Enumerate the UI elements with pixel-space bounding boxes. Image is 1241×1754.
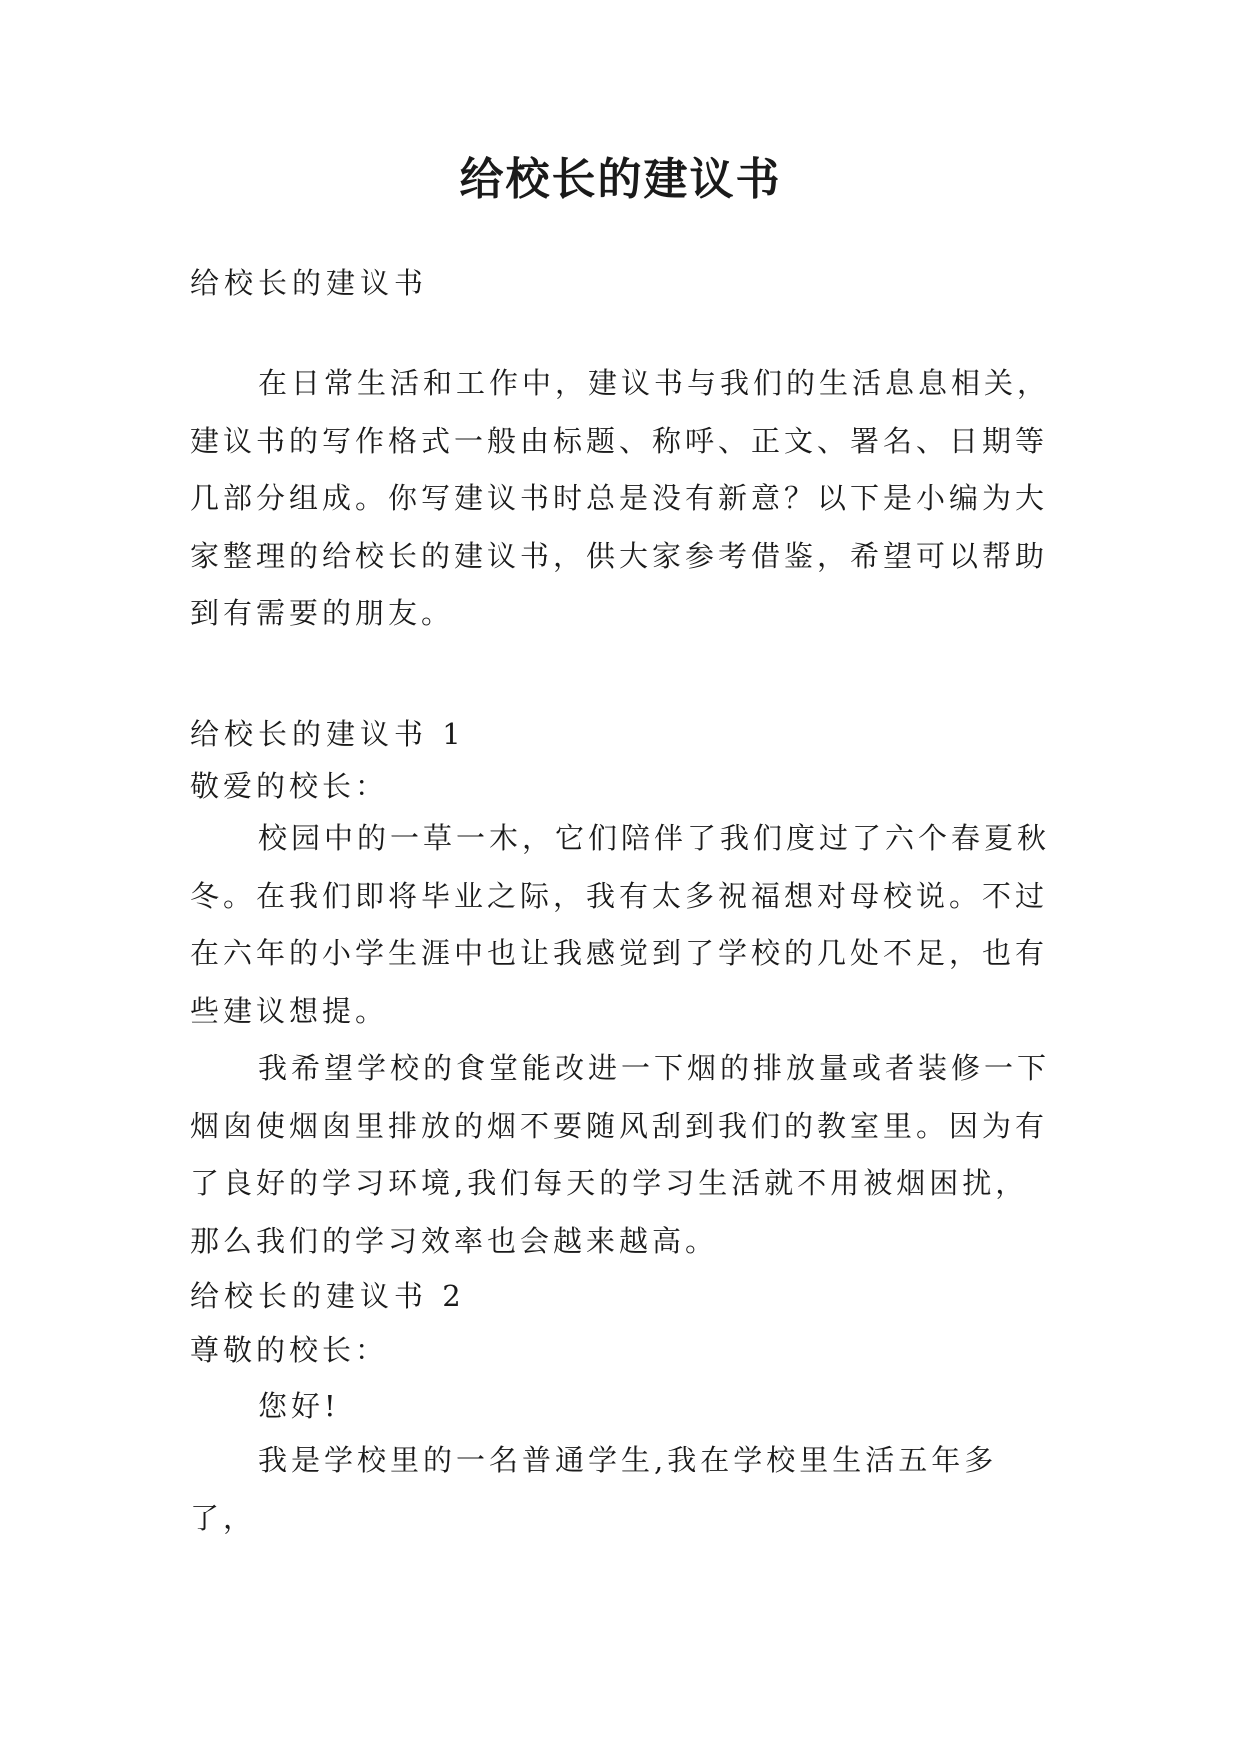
section1-paragraph-1: 校园中的一草一木，它们陪伴了我们度过了六个春夏秋冬。在我们即将毕业之际，我有太多祝福想对母校说。不过在六年的小学生涯中也让我感觉到了学校的几处不足，也有些建议想提。 <box>190 821 1051 1028</box>
section1-paragraph-2: 我希望学校的食堂能改进一下烟的排放量或者装修一下烟囱使烟囱里排放的烟不要随风刮到我们的教室里。因为有了良好的学习环境,我们每天的学习生活就不用被烟困扰，那么我们的学习效率也会越来越高。 <box>190 1051 1051 1258</box>
section2-greeting: 您好! <box>258 1389 340 1423</box>
section2-heading: 给校长的建议书 2 <box>190 1279 466 1313</box>
document-title: 给校长的建议书 <box>459 154 782 205</box>
document-subtitle: 给校长的建议书 <box>190 266 429 300</box>
section2-salutation: 尊敬的校长： <box>190 1333 389 1367</box>
section1-heading: 给校长的建议书 1 <box>190 717 466 751</box>
section2-paragraph-1: 我是学校里的一名普通学生,我在学校里生活五年多了， <box>190 1443 998 1535</box>
section1-salutation: 敬爱的校长： <box>190 769 389 803</box>
intro-paragraph: 在日常生活和工作中，建议书与我们的生活息息相关，建议书的写作格式一般由标题、称呼、正文、署名、日期等几部分组成。你写建议书时总是没有新意？以下是小编为大家整理的给校长的建议书，供大家参考借鉴，希望可以帮助到有需要的朋友。 <box>190 366 1051 630</box>
